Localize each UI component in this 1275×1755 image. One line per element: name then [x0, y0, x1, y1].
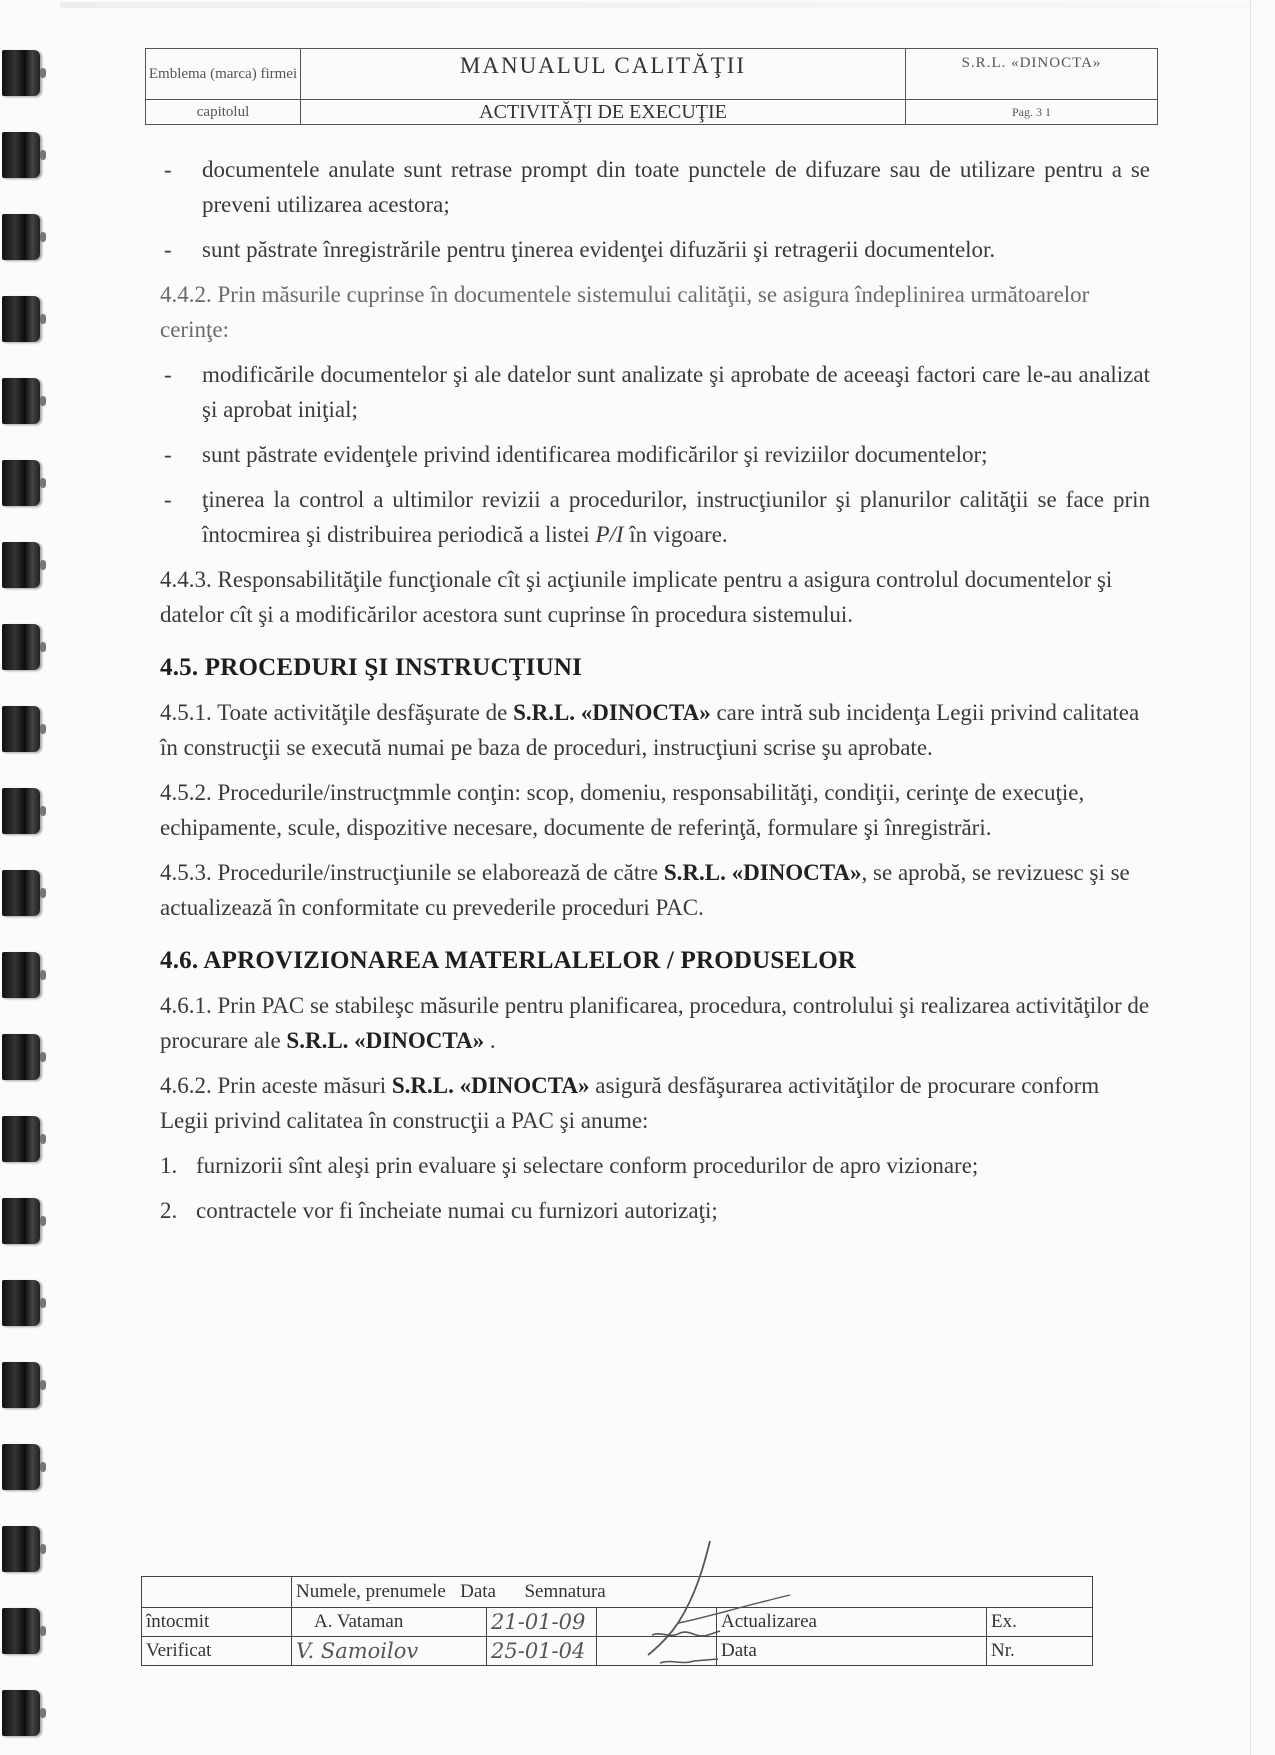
handwritten-signature	[600, 1535, 840, 1665]
scan-smear	[60, 2, 1250, 8]
row-label-verified: Verificat	[142, 1637, 292, 1666]
binding-hole	[40, 1626, 46, 1636]
binding-ring	[2, 296, 40, 342]
nr-label: Nr.	[987, 1637, 1093, 1666]
paragraph-4-5-2: 4.5.2. Procedurile/instrucţmmle conţin: scop, domeniu, responsabilităţi, condiţii, cerinţe de execuţie, echipamente, scule, dispozitive necesare, documente de referinţă, formulare şi înregistrări.	[160, 780, 1085, 840]
binding-ring	[2, 1608, 40, 1654]
header-table	[145, 48, 1158, 125]
binding-ring	[2, 542, 40, 588]
binding-ring	[2, 1280, 40, 1326]
binding-ring	[2, 788, 40, 834]
empty-cell	[142, 1577, 292, 1608]
section-heading-4-6: 4.6. APROVIZIONAREA MATERLALELOR / PRODUSELOR	[160, 947, 857, 974]
binding-hole	[40, 1134, 46, 1144]
numbered-item: 1. furnizorii sînt aleşi prin evaluare şi selectare conform procedurilor de apro vizionare;	[160, 1153, 979, 1178]
binding-ring	[2, 214, 40, 260]
bullet-item: - ţinerea la control a ultimilor revizii a procedurilor, instrucţiunilor şi planurilor calităţii se face prin întocmirea şi distribuirea periodică a listei P/I în vigoare.	[164, 487, 1150, 547]
prepared-date: 21-01-09	[487, 1608, 597, 1637]
binding-hole	[40, 888, 46, 898]
ex-label: Ex.	[987, 1608, 1093, 1637]
binding-ring	[2, 870, 40, 916]
paragraph-4-6-2: 4.6.2. Prin aceste măsuri S.R.L. «DINOCTA» asigură desfăşurarea activităţilor de procurare conform Legii privind calitatea în construcţii a PAC şi anume:	[160, 1073, 1100, 1133]
paragraph-4-4-3: 4.4.3. Responsabilităţile funcţionale cît şi acţiunile implicate pentru a asigura controlul documentelor şi datelor cît şi a modificărilor acestora sunt cuprinse în procedura sistemului.	[160, 567, 1113, 627]
numbered-item: 2. contractele vor fi încheiate numai cu furnizori autorizaţi;	[160, 1198, 718, 1223]
binding-ring	[2, 624, 40, 670]
page-number: Pag. 3 1	[906, 100, 1158, 125]
binding-hole	[40, 1052, 46, 1062]
paragraph-4-6-1: 4.6.1. Prin PAC se stabileşc măsurile pentru planificarea, procedura, controlului şi realizarea activităţilor de procurare ale S.R.L. «DINOCTA» .	[160, 993, 1150, 1053]
binding-ring	[2, 1690, 40, 1736]
binding-hole	[40, 150, 46, 160]
emblem-cell: Emblema (marca) firmei	[146, 49, 301, 100]
binding-hole	[40, 560, 46, 570]
prepared-name: A. Vataman	[292, 1608, 487, 1637]
binding-hole	[40, 806, 46, 816]
col-sign-header: Semnatura	[524, 1581, 606, 1602]
spiral-binding	[0, 30, 48, 1750]
binding-hole	[40, 396, 46, 406]
bullet-item: - modificările documentelor şi ale datelor sunt analizate şi aprobate de aceeaşi factori care le-au analizat şi aprobat iniţial;	[164, 362, 1150, 422]
manual-title: MANUALUL CALITĂŢII	[301, 49, 906, 100]
paragraph-4-5-1: 4.5.1. Toate activităţile desfăşurate de S.R.L. «DINOCTA» care intră sub incidenţa Legii privind calitatea în construcţii se execută numai pe baza de proceduri, instrucţiuni scrise şu aprobate.	[160, 700, 1140, 760]
col-name-header: Numele, prenumele	[296, 1581, 446, 1602]
date-label: Data	[717, 1637, 987, 1666]
binding-ring	[2, 1362, 40, 1408]
bullet-item: - sunt păstrate evidenţele privind identificarea modificărilor şi reviziilor documentelor;	[164, 442, 988, 467]
paragraph-4-5-3: 4.5.3. Procedurile/instrucţiunile se elaborează de către S.R.L. «DINOCTA», se aprobă, se revizuesc şi se actualizează în conformitate cu prevederile proceduri PAC.	[160, 860, 1130, 920]
binding-ring	[2, 1034, 40, 1080]
binding-ring	[2, 1198, 40, 1244]
document-body	[160, 152, 1150, 1238]
section-heading-4-5: 4.5. PROCEDURI ŞI INSTRUCŢIUNI	[160, 654, 583, 681]
row-label-prepared: întocmit	[142, 1608, 292, 1637]
binding-hole	[40, 478, 46, 488]
binding-hole	[40, 724, 46, 734]
binding-hole	[40, 1380, 46, 1390]
binding-hole	[40, 232, 46, 242]
binding-ring	[2, 1526, 40, 1572]
update-label: Actualizarea	[717, 1608, 987, 1637]
binding-hole	[40, 970, 46, 980]
bullet-item: - sunt păstrate înregistrările pentru ţinerea evidenţei difuzării şi retragerii documentelor.	[164, 237, 996, 262]
binding-ring	[2, 1444, 40, 1490]
binding-ring	[2, 378, 40, 424]
binding-ring	[2, 1116, 40, 1162]
binding-ring	[2, 706, 40, 752]
company-name: S.R.L. «DINOCTA»	[906, 49, 1158, 100]
binding-hole	[40, 1298, 46, 1308]
binding-hole	[40, 1216, 46, 1226]
chapter-title: ACTIVITĂŢI DE EXECUŢIE	[301, 100, 906, 125]
binding-ring	[2, 50, 40, 96]
binding-ring	[2, 132, 40, 178]
paragraph-4-4-2: 4.4.2. Prin măsurile cuprinse în documentele sistemului calităţii, se asigura îndeplinirea următoarelor cerinţe:	[160, 282, 1090, 342]
binding-hole	[40, 68, 46, 78]
page-edge	[1250, 0, 1251, 1755]
bullet-item: - documentele anulate sunt retrase prompt din toate punctele de difuzare sau de utilizare pentru a se preveni utilizarea acestora;	[164, 157, 1150, 217]
binding-hole	[40, 1544, 46, 1554]
binding-hole	[40, 1462, 46, 1472]
verified-name: V. Samoilov	[292, 1637, 487, 1666]
binding-hole	[40, 642, 46, 652]
binding-hole	[40, 1708, 46, 1718]
col-date-header: Data	[460, 1581, 496, 1602]
verified-date: 25-01-04	[487, 1637, 597, 1666]
binding-ring	[2, 460, 40, 506]
binding-hole	[40, 314, 46, 324]
binding-ring	[2, 952, 40, 998]
chapter-label: capitolul	[146, 100, 301, 125]
